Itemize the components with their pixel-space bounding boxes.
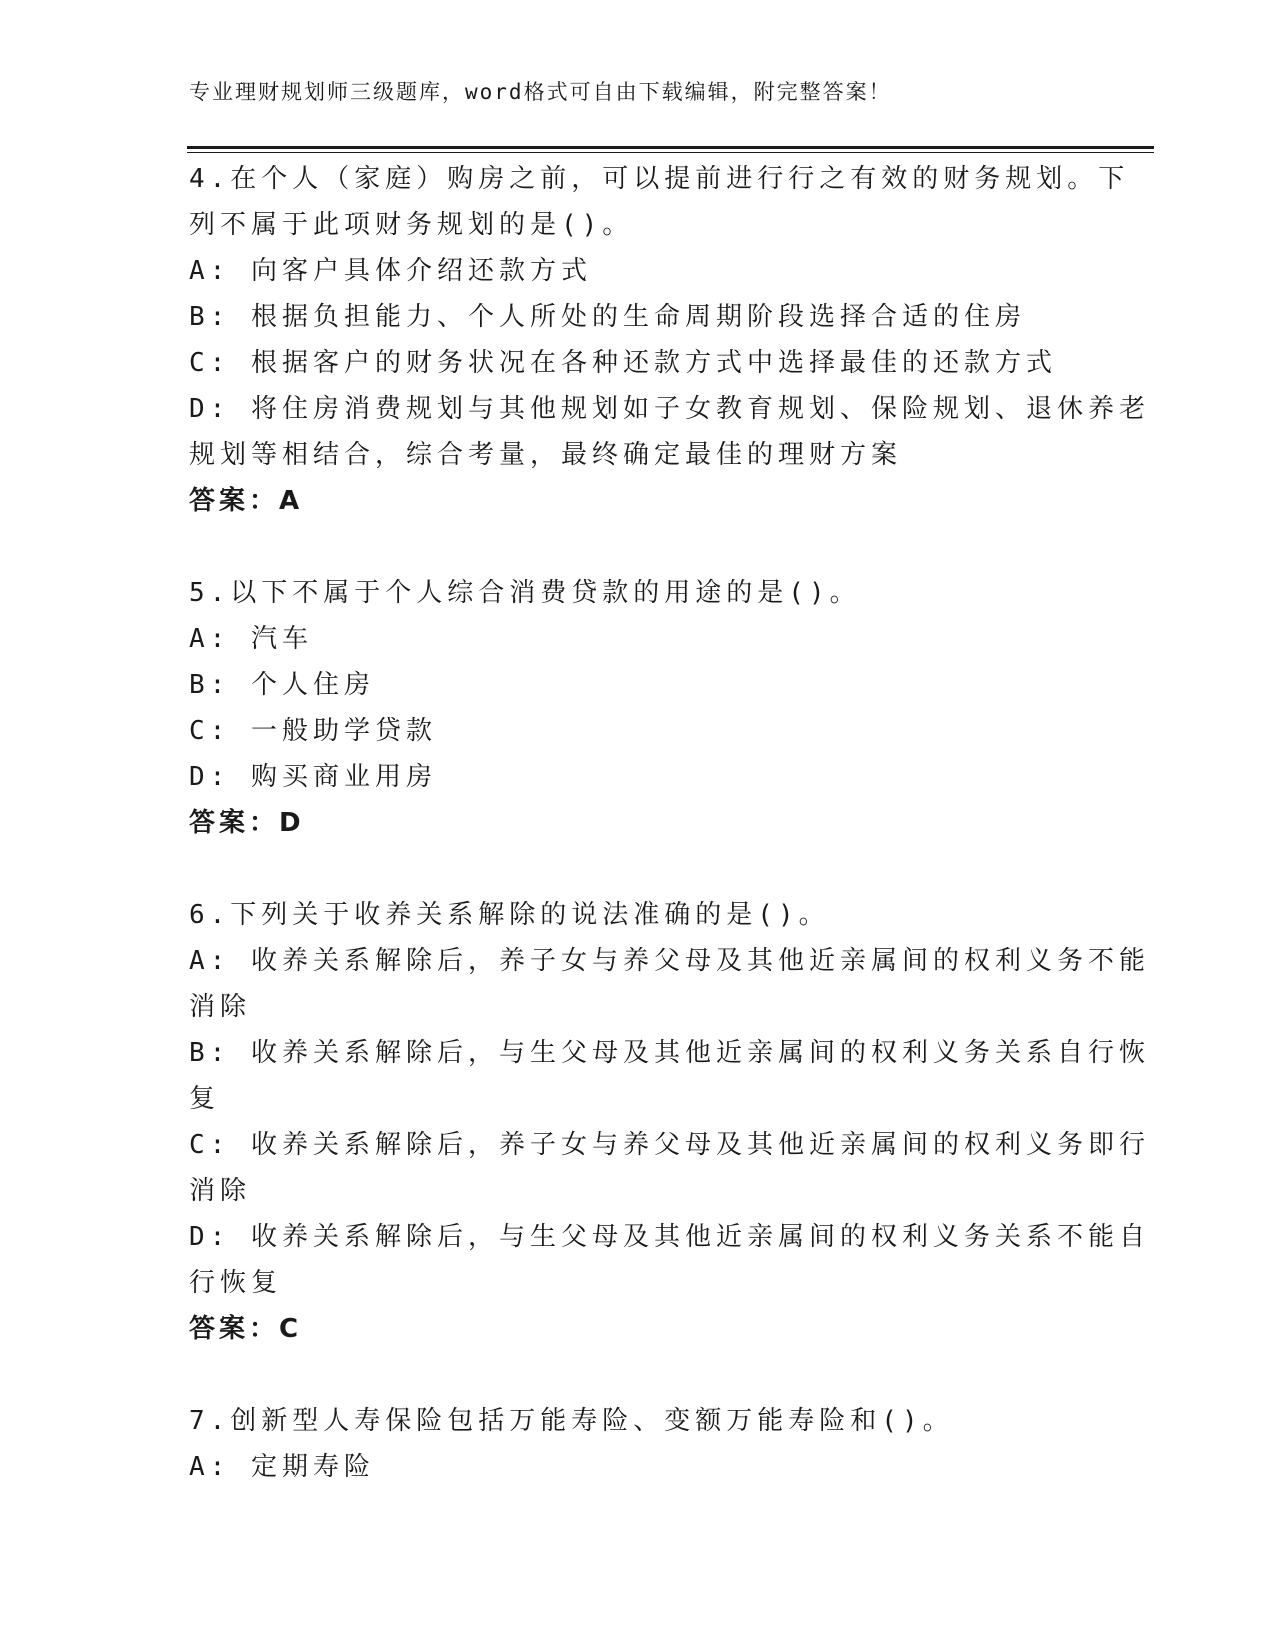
answer-label: 答案：A (189, 486, 304, 516)
option-c: C: 收养关系解除后，养子女与养父母及其他近亲属间的权利义务即行 (189, 1130, 1150, 1160)
question-stem: 5.以下不属于个人综合消费贷款的用途的是()。 (189, 578, 861, 608)
option-c-continued: 消除 (189, 1176, 252, 1206)
option-b-continued: 复 (189, 1084, 221, 1114)
option-a: A: 汽车 (189, 624, 313, 654)
option-d-continued: 规划等相结合，综合考量，最终确定最佳的理财方案 (189, 440, 903, 470)
question-4 (189, 156, 1150, 524)
option-c: C: 一般助学贷款 (189, 716, 437, 746)
question-7 (189, 1398, 1089, 1490)
option-b: B: 收养关系解除后，与生父母及其他近亲属间的权利义务关系自行恢 (189, 1038, 1150, 1068)
answer-label: 答案：C (189, 1314, 303, 1344)
option-a: A: 收养关系解除后，养子女与养父母及其他近亲属间的权利义务不能 (189, 946, 1150, 976)
question-stem: 列不属于此项财务规划的是()。 (189, 210, 634, 240)
option-d: D: 将住房消费规划与其他规划如子女教育规划、保险规划、退休养老 (189, 394, 1150, 424)
question-list (189, 156, 1150, 1536)
option-b: B: 根据负担能力、个人所处的生命周期阶段选择合适的住房 (189, 302, 1026, 332)
option-c: C: 根据客户的财务状况在各种还款方式中选择最佳的还款方式 (189, 348, 1057, 378)
document-header: 专业理财规划师三级题库，word格式可自由下载编辑，附完整答案！ (189, 80, 892, 104)
question-stem: 7.创新型人寿保险包括万能寿险、变额万能寿险和()。 (189, 1406, 954, 1436)
header-rule-thin (187, 152, 1154, 153)
option-a: A: 定期寿险 (189, 1452, 375, 1482)
option-a-continued: 消除 (189, 992, 252, 1022)
question-6 (189, 892, 1150, 1352)
question-5 (189, 570, 1089, 846)
question-stem: 6.下列关于收养关系解除的说法准确的是()。 (189, 900, 830, 930)
answer-label: 答案：D (189, 808, 305, 838)
option-d: D: 购买商业用房 (189, 762, 437, 792)
option-b: B: 个人住房 (189, 670, 375, 700)
option-d: D: 收养关系解除后，与生父母及其他近亲属间的权利义务关系不能自 (189, 1222, 1150, 1252)
question-stem: 4.在个人（家庭）购房之前，可以提前进行行之有效的财务规划。下 (189, 164, 1130, 194)
header-rule-thick (187, 146, 1154, 149)
option-a: A: 向客户具体介绍还款方式 (189, 256, 592, 286)
option-d-continued: 行恢复 (189, 1268, 283, 1298)
